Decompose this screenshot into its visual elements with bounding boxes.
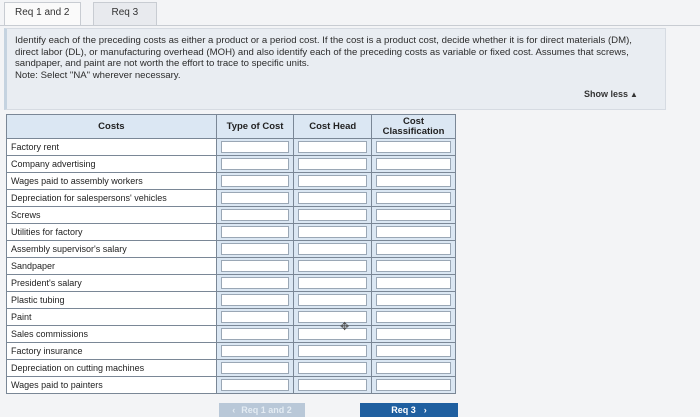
- cost-classification-select-cell: [372, 343, 456, 360]
- type-of-cost-select[interactable]: [221, 243, 290, 255]
- cost-head-select[interactable]: [298, 328, 367, 340]
- cost-classification-select-cell: [372, 207, 456, 224]
- cost-label: Assembly supervisor's salary: [7, 241, 217, 258]
- cost-classification-select-cell: [372, 139, 456, 156]
- cost-label: Sales commissions: [7, 326, 217, 343]
- cost-classification-select-cell: [372, 156, 456, 173]
- table-row: [7, 207, 456, 224]
- cost-head-select-cell: [294, 207, 372, 224]
- table-row: [7, 190, 456, 207]
- type-of-cost-select-cell: [216, 258, 294, 275]
- cost-head-select-cell: [294, 224, 372, 241]
- cost-label: Screws: [7, 207, 217, 224]
- cost-head-select[interactable]: [298, 192, 367, 204]
- header-type-of-cost: Type of Cost: [216, 115, 294, 139]
- type-of-cost-select[interactable]: [221, 362, 290, 374]
- cost-head-select[interactable]: [298, 311, 367, 323]
- type-of-cost-select[interactable]: [221, 345, 290, 357]
- table-row: [7, 173, 456, 190]
- cost-classification-select-cell: [372, 224, 456, 241]
- table-row: [7, 139, 456, 156]
- cost-head-select-cell: [294, 275, 372, 292]
- table-row: [7, 275, 456, 292]
- table-row: [7, 326, 456, 343]
- cost-label: Factory rent: [7, 139, 217, 156]
- cost-classification-select-cell: [372, 326, 456, 343]
- chevron-left-icon: ‹: [232, 405, 236, 415]
- cost-classification-select[interactable]: [376, 294, 451, 306]
- cost-head-select-cell: [294, 156, 372, 173]
- table-row: [7, 360, 456, 377]
- cost-classification-select-cell: [372, 309, 456, 326]
- table-row: [7, 292, 456, 309]
- cost-label: Plastic tubing: [7, 292, 217, 309]
- cost-head-select-cell: [294, 190, 372, 207]
- cost-classification-select[interactable]: [376, 192, 451, 204]
- table-header-row: [7, 115, 456, 139]
- cost-classification-select-cell: [372, 258, 456, 275]
- instructions-note: Note: Select "NA" wherever necessary.: [15, 69, 181, 81]
- table-row: [7, 343, 456, 360]
- tab-bar: [0, 0, 700, 26]
- cost-classification-select[interactable]: [376, 260, 451, 272]
- prev-req-button[interactable]: [219, 403, 305, 417]
- cost-classification-select[interactable]: [376, 345, 451, 357]
- cost-label: President's salary: [7, 275, 217, 292]
- tab-req-3[interactable]: Req 3: [93, 2, 158, 26]
- cost-head-select[interactable]: [298, 226, 367, 238]
- cost-head-select-cell: [294, 377, 372, 394]
- cost-head-select-cell: [294, 326, 372, 343]
- tab-req-1-and-2[interactable]: Req 1 and 2: [4, 2, 81, 26]
- cost-classification-select-cell: [372, 190, 456, 207]
- cost-classification-select-cell: [372, 173, 456, 190]
- cost-classification-select-cell: [372, 292, 456, 309]
- type-of-cost-select-cell: [216, 139, 294, 156]
- cost-head-select-cell: [294, 139, 372, 156]
- table-row: [7, 224, 456, 241]
- table-row: [7, 258, 456, 275]
- cost-head-select[interactable]: [298, 141, 367, 153]
- cost-head-select[interactable]: [298, 209, 367, 221]
- type-of-cost-select[interactable]: [221, 260, 290, 272]
- header-cost-classification: Cost Classification: [372, 115, 456, 139]
- cost-label: Wages paid to assembly workers: [7, 173, 217, 190]
- cost-head-select[interactable]: [298, 294, 367, 306]
- next-req-label: Req 3: [391, 405, 416, 415]
- cost-classification-select[interactable]: [376, 175, 451, 187]
- cost-classification-select[interactable]: [376, 311, 451, 323]
- cost-classification-select-cell: [372, 360, 456, 377]
- cost-classification-select-cell: [372, 241, 456, 258]
- tab-divider: [0, 25, 700, 26]
- type-of-cost-select-cell: [216, 156, 294, 173]
- cost-classification-select[interactable]: [376, 243, 451, 255]
- type-of-cost-select[interactable]: [221, 192, 290, 204]
- table-row: [7, 309, 456, 326]
- cost-classification-select[interactable]: [376, 379, 451, 391]
- table-body: [7, 139, 456, 394]
- cost-head-select-cell: [294, 292, 372, 309]
- cost-classification-select[interactable]: [376, 277, 451, 289]
- cost-head-select-cell: [294, 309, 372, 326]
- cost-label: Factory insurance: [7, 343, 217, 360]
- type-of-cost-select[interactable]: [221, 141, 290, 153]
- instructions-text: Identify each of the preceding costs as either a product or a period cost. If the cost is a product cost, decide whether it is for direct materials (DM), direct labor (DL), or manufacturing overhead (MOH) and also identify each of the preceding costs as variable or fixed cost. Assumes that screws, sandpaper, and paint are not worth the effort to trace to specific units.: [15, 35, 632, 69]
- type-of-cost-select-cell: [216, 190, 294, 207]
- type-of-cost-select-cell: [216, 207, 294, 224]
- type-of-cost-select[interactable]: [221, 158, 290, 170]
- cost-classification-select[interactable]: [376, 328, 451, 340]
- type-of-cost-select[interactable]: [221, 277, 290, 289]
- cost-head-select[interactable]: [298, 362, 367, 374]
- cost-classification-select[interactable]: [376, 141, 451, 153]
- cost-head-select-cell: [294, 173, 372, 190]
- type-of-cost-select-cell: [216, 309, 294, 326]
- type-of-cost-select[interactable]: [221, 328, 290, 340]
- prev-req-label: Req 1 and 2: [241, 405, 292, 415]
- cost-label: Depreciation for salespersons' vehicles: [7, 190, 217, 207]
- cost-classification-select[interactable]: [376, 209, 451, 221]
- type-of-cost-select-cell: [216, 292, 294, 309]
- table-row: [7, 156, 456, 173]
- instructions-panel: [4, 28, 666, 110]
- type-of-cost-select[interactable]: [221, 379, 290, 391]
- cost-classification-select-cell: [372, 275, 456, 292]
- type-of-cost-select-cell: [216, 360, 294, 377]
- next-req-button[interactable]: [360, 403, 458, 417]
- type-of-cost-select-cell: [216, 173, 294, 190]
- cost-head-select[interactable]: [298, 260, 367, 272]
- show-less-toggle[interactable]: [584, 89, 638, 99]
- cost-label: Depreciation on cutting machines: [7, 360, 217, 377]
- type-of-cost-select[interactable]: [221, 209, 290, 221]
- move-cursor-icon: ✥: [340, 321, 350, 333]
- cost-classification-select[interactable]: [376, 362, 451, 374]
- type-of-cost-select[interactable]: [221, 311, 290, 323]
- type-of-cost-select-cell: [216, 241, 294, 258]
- cost-classification-select[interactable]: [376, 226, 451, 238]
- cost-head-select[interactable]: [298, 277, 367, 289]
- show-less-label: Show less: [584, 89, 629, 99]
- cost-head-select[interactable]: [298, 175, 367, 187]
- cost-head-select-cell: [294, 343, 372, 360]
- cost-classification-table: [6, 114, 456, 394]
- cost-head-select[interactable]: [298, 243, 367, 255]
- header-cost-head: Cost Head: [294, 115, 372, 139]
- chevron-right-icon: ›: [423, 405, 427, 415]
- type-of-cost-select[interactable]: [221, 294, 290, 306]
- type-of-cost-select-cell: [216, 275, 294, 292]
- cost-classification-select-cell: [372, 377, 456, 394]
- type-of-cost-select[interactable]: [221, 226, 290, 238]
- cost-head-select-cell: [294, 258, 372, 275]
- cost-head-select[interactable]: [298, 345, 367, 357]
- type-of-cost-select-cell: [216, 224, 294, 241]
- cost-label: Paint: [7, 309, 217, 326]
- table-row: [7, 377, 456, 394]
- type-of-cost-select-cell: [216, 343, 294, 360]
- cost-head-select-cell: [294, 241, 372, 258]
- header-costs: Costs: [7, 115, 217, 139]
- caret-up-icon: ▲: [630, 90, 638, 99]
- cost-label: Utilities for factory: [7, 224, 217, 241]
- type-of-cost-select[interactable]: [221, 175, 290, 187]
- cost-label: Company advertising: [7, 156, 217, 173]
- cost-label: Sandpaper: [7, 258, 217, 275]
- cost-head-select-cell: [294, 360, 372, 377]
- cost-classification-select[interactable]: [376, 158, 451, 170]
- cost-head-select[interactable]: [298, 379, 367, 391]
- type-of-cost-select-cell: [216, 326, 294, 343]
- type-of-cost-select-cell: [216, 377, 294, 394]
- cost-label: Wages paid to painters: [7, 377, 217, 394]
- table-row: [7, 241, 456, 258]
- cost-head-select[interactable]: [298, 158, 367, 170]
